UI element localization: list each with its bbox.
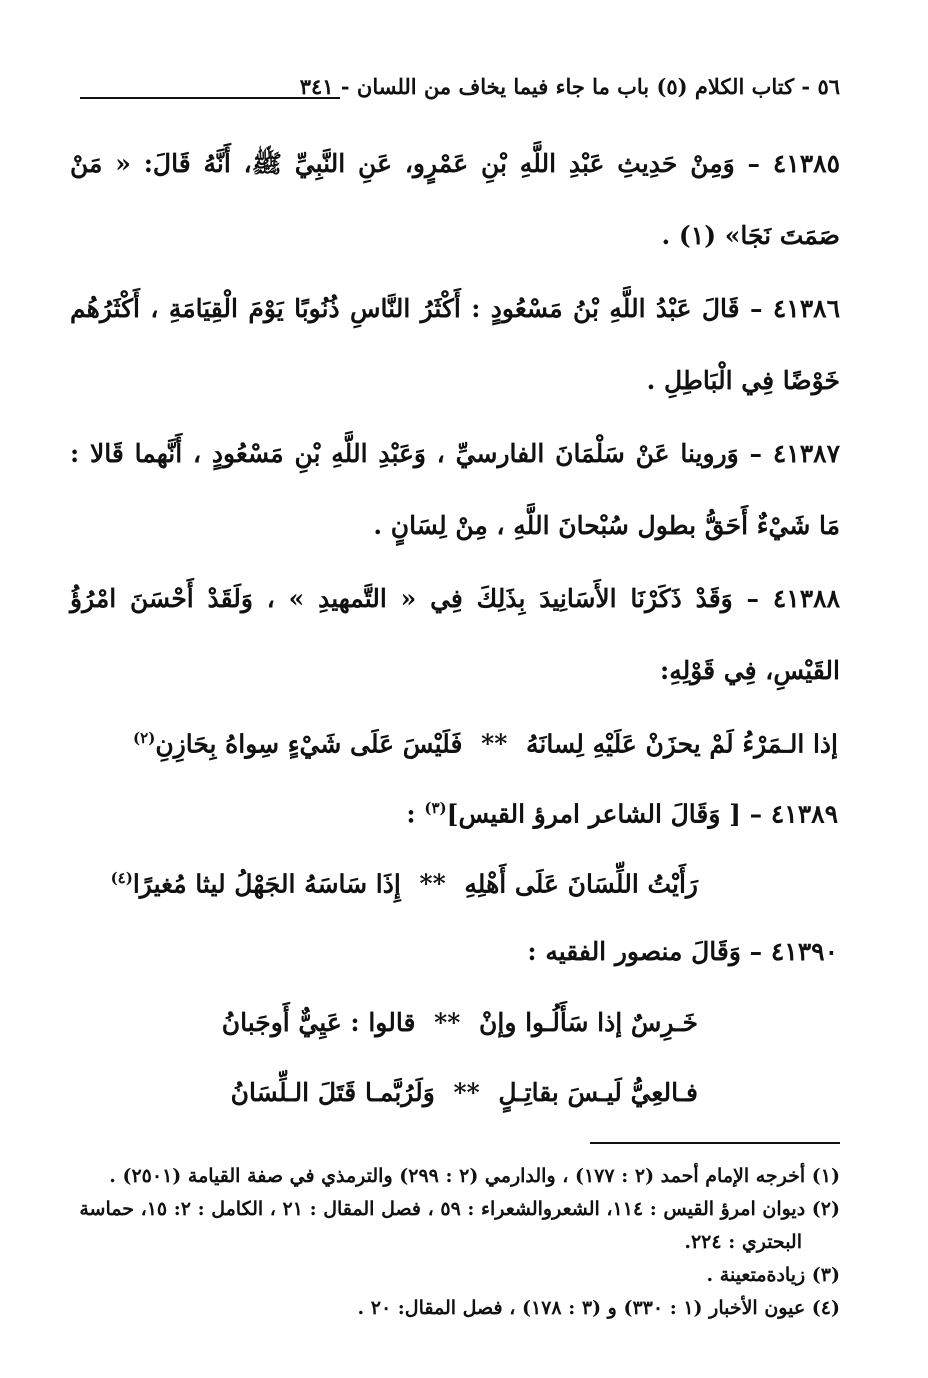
verse-separator: ** — [481, 729, 508, 759]
header-title: ٥٦ - كتاب الكلام (٥) باب ما جاء فيما يخاف من اللسان - ٣٤١ — [299, 74, 840, 99]
verse-line-2 — [111, 858, 698, 904]
verse-separator: ** — [434, 1008, 461, 1037]
paragraph-41385: ٤١٣٨٥ – وَمِنْ حَدِيثِ عَبْدِ اللَّهِ بْنِ عَمْرٍو، عَنِ النَّبِيِّ ﷺ، أَنَّهُ قَالَ: « مَنْ صَمَتَ نَجَا» (١) . — [70, 149, 840, 250]
verse-4-first-hemistich: فـالعِيُّ لَيـسَ بقاتِـلٍ — [498, 1078, 698, 1107]
footnote-marker-4: (٤) — [110, 869, 133, 887]
footnote-1: (١) أخرجه الإمام أحمد (٢ : ١٧٧) ، والدارمي (٢ : ٢٩٩) والترمذي في صفة القيامة (٢٥٠١) . — [109, 1165, 840, 1187]
paragraph-41388: ٤١٣٨٨ – وَقَدْ ذَكَرْنَا الأَسَانِيدَ بِذَلِكَ فِي « التَّمهيدِ » ، وَلَقَدْ أَحْسَنَ امْرُؤُ القَيْسِ، فِي قَوْلِهِ: — [70, 584, 840, 685]
footnote-3: (٣) زيادةمتعينة . — [706, 1264, 840, 1286]
footnote-rule — [590, 1142, 840, 1144]
footnote-marker-3: (٣) — [424, 799, 447, 817]
verse-line-1 — [133, 718, 838, 764]
footnote-2-continued: البحتري : ٢٢٤. — [684, 1231, 802, 1253]
verse-2-second-hemistich: إِذَا سَاسَهُ الجَهْلُ ليثا مُغيرًا — [132, 869, 401, 899]
verse-line-3 — [222, 1003, 698, 1043]
paragraph-41389-colon: : — [406, 799, 425, 829]
verse-3-second-hemistich: قالوا : عَيِيٌّ أَوجَبانُ — [221, 1008, 416, 1037]
running-header — [80, 72, 840, 106]
verse-3-first-hemistich: خَـرِسٌ إذا سَأَلُـوا وإنْ — [479, 1008, 698, 1037]
footnote-4: (٤) عيون الأخبار (١ : ٣٣٠) و (٣ : ١٧٨) ، فصل المقال: ٢٠ . — [357, 1297, 840, 1319]
verse-separator: ** — [453, 1078, 480, 1107]
paragraph-41389 — [406, 788, 838, 834]
verse-separator: ** — [419, 869, 446, 899]
verse-line-4 — [231, 1073, 698, 1113]
paragraph-41390: ٤١٣٩٠ – وَقَالَ منصور الفقيه : — [527, 937, 838, 966]
verse-1-second-hemistich: فَلَيْسَ عَلَى شَيْءٍ سِواهُ بِحَازِنِ — [155, 729, 463, 759]
paragraph-41386: ٤١٣٨٦ – قَالَ عَبْدُ اللَّهِ بْنُ مَسْعُودٍ : أَكْثَرُ النَّاسِ ذُنُوبًا يَوْمَ الْقِيَامَةِ ، أَكْثَرُهُم خَوْضًا فِي الْبَاطِلِ . — [70, 294, 840, 395]
footnote-marker-2: (٢) — [133, 729, 156, 747]
paragraph-41387: ٤١٣٨٧ – وَروينا عَنْ سَلْمَانَ الفارسيِّ ، وَعَبْدِ اللَّهِ بْنِ مَسْعُودٍ ، أَنَّهما قَالا : مَا شَيْءٌ أَحَقُّ بطول سُبْحانَ اللَّهِ ، مِنْ لِسَانٍ . — [70, 439, 840, 540]
footnote-2: (٢) ديوان امرؤ القيس : ١١٤، الشعروالشعراء : ٥٩ ، فصل المقال : ٢١ ، الكامل : ٢: ١٥، حماسة — [79, 1198, 840, 1220]
verse-2-first-hemistich: رَأَيْتُ اللِّسَانَ عَلَى أَهْلِهِ — [464, 869, 698, 899]
verse-4-second-hemistich: وَلَرُبَّمـا قَتَلَ الـلِّسَانُ — [230, 1078, 435, 1107]
verse-1-first-hemistich: إذا الـمَرْءُ لَمْ يحزَنْ عَلَيْهِ لِسانَهُ — [526, 729, 838, 759]
header-rule — [80, 97, 340, 99]
footnotes — [70, 1160, 840, 1325]
paragraph-41389-text: ٤١٣٨٩ – [ وَقَالَ الشاعر امرؤ القيس] — [446, 799, 838, 829]
